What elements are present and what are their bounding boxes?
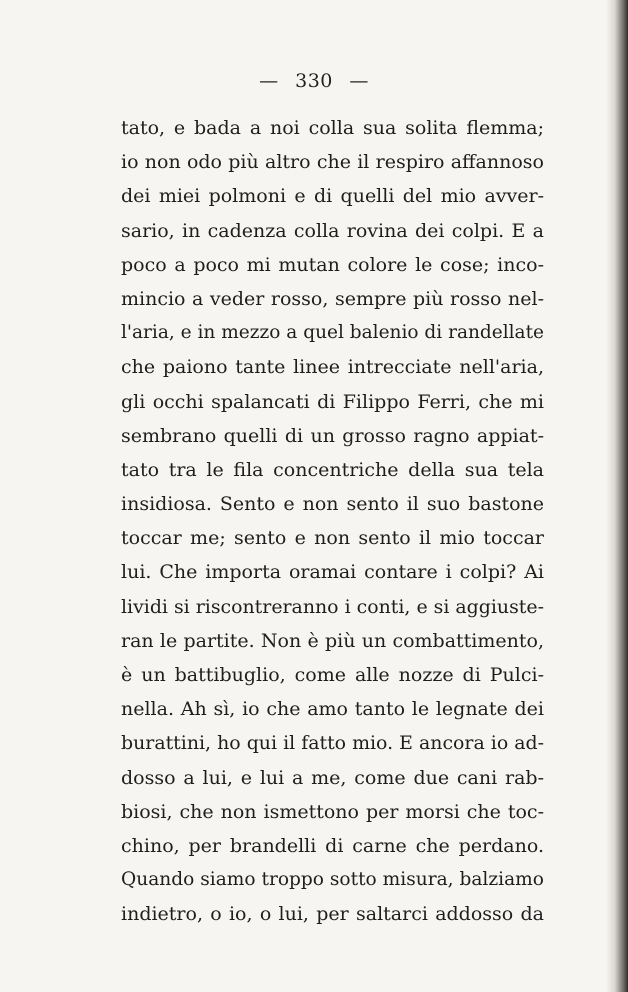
body-text	[121, 111, 544, 932]
text-line: che paiono tante linee intrecciate nell'aria,	[121, 356, 544, 379]
text-line: è un battibuglio, come alle nozze di Pulci-	[121, 664, 544, 686]
text-line: io non odo più altro che il respiro affannoso	[121, 151, 544, 174]
text-line: nella. Ah sì, io che amo tanto le legnate dei	[121, 698, 544, 721]
text-line: tato, e bada a noi colla sua solita flemma;	[121, 117, 544, 139]
text-line: gli occhi spalancati di Filippo Ferri, che mi	[121, 390, 544, 413]
text-line: dosso a lui, e lui a me, come due cani rab-	[121, 766, 544, 789]
text-line: poco a poco mi mutan colore le cose; inco-	[121, 253, 544, 276]
text-line: lividi si riscontreranno i conti, e si aggiuste-	[121, 595, 544, 618]
text-line: chino, per brandelli di carne che perdano.	[121, 834, 544, 857]
page-number-dash-left: —	[259, 70, 279, 92]
text-line: dei miei polmoni e di quelli del mio avver-	[121, 185, 544, 208]
text-line: l'aria, e in mezzo a quel balenio di randellate	[121, 322, 544, 344]
page-number-dash-right: —	[349, 70, 369, 92]
text-line: indietro, o io, o lui, per saltarci addosso da	[121, 903, 544, 926]
text-line: ran le partite. Non è più un combattimento,	[121, 629, 544, 652]
page-edge-shadow	[606, 0, 628, 992]
text-line: sembrano quelli di un grosso ragno appiat-	[121, 424, 544, 447]
text-line: burattini, ho qui il fatto mio. E ancora io ad-	[121, 732, 544, 755]
text-line: tato tra le fila concentriche della sua tela	[121, 458, 544, 481]
page-number: 330	[295, 70, 333, 92]
text-line: biosi, che non ismettono per morsi che toc-	[121, 800, 544, 823]
text-line: lui. Che importa oramai contare i colpi? Ai	[121, 561, 544, 584]
page-number-header	[0, 70, 628, 92]
text-line: insidiosa. Sento e non sento il suo bastone	[121, 493, 544, 516]
text-line: Quando siamo troppo sotto misura, balziamo	[121, 869, 544, 891]
text-line: mincio a veder rosso, sempre più rosso nel-	[121, 287, 544, 310]
text-line: sario, in cadenza colla rovina dei colpi. E a	[121, 219, 544, 242]
text-line: toccar me; sento e non sento il mio toccar	[121, 527, 544, 550]
